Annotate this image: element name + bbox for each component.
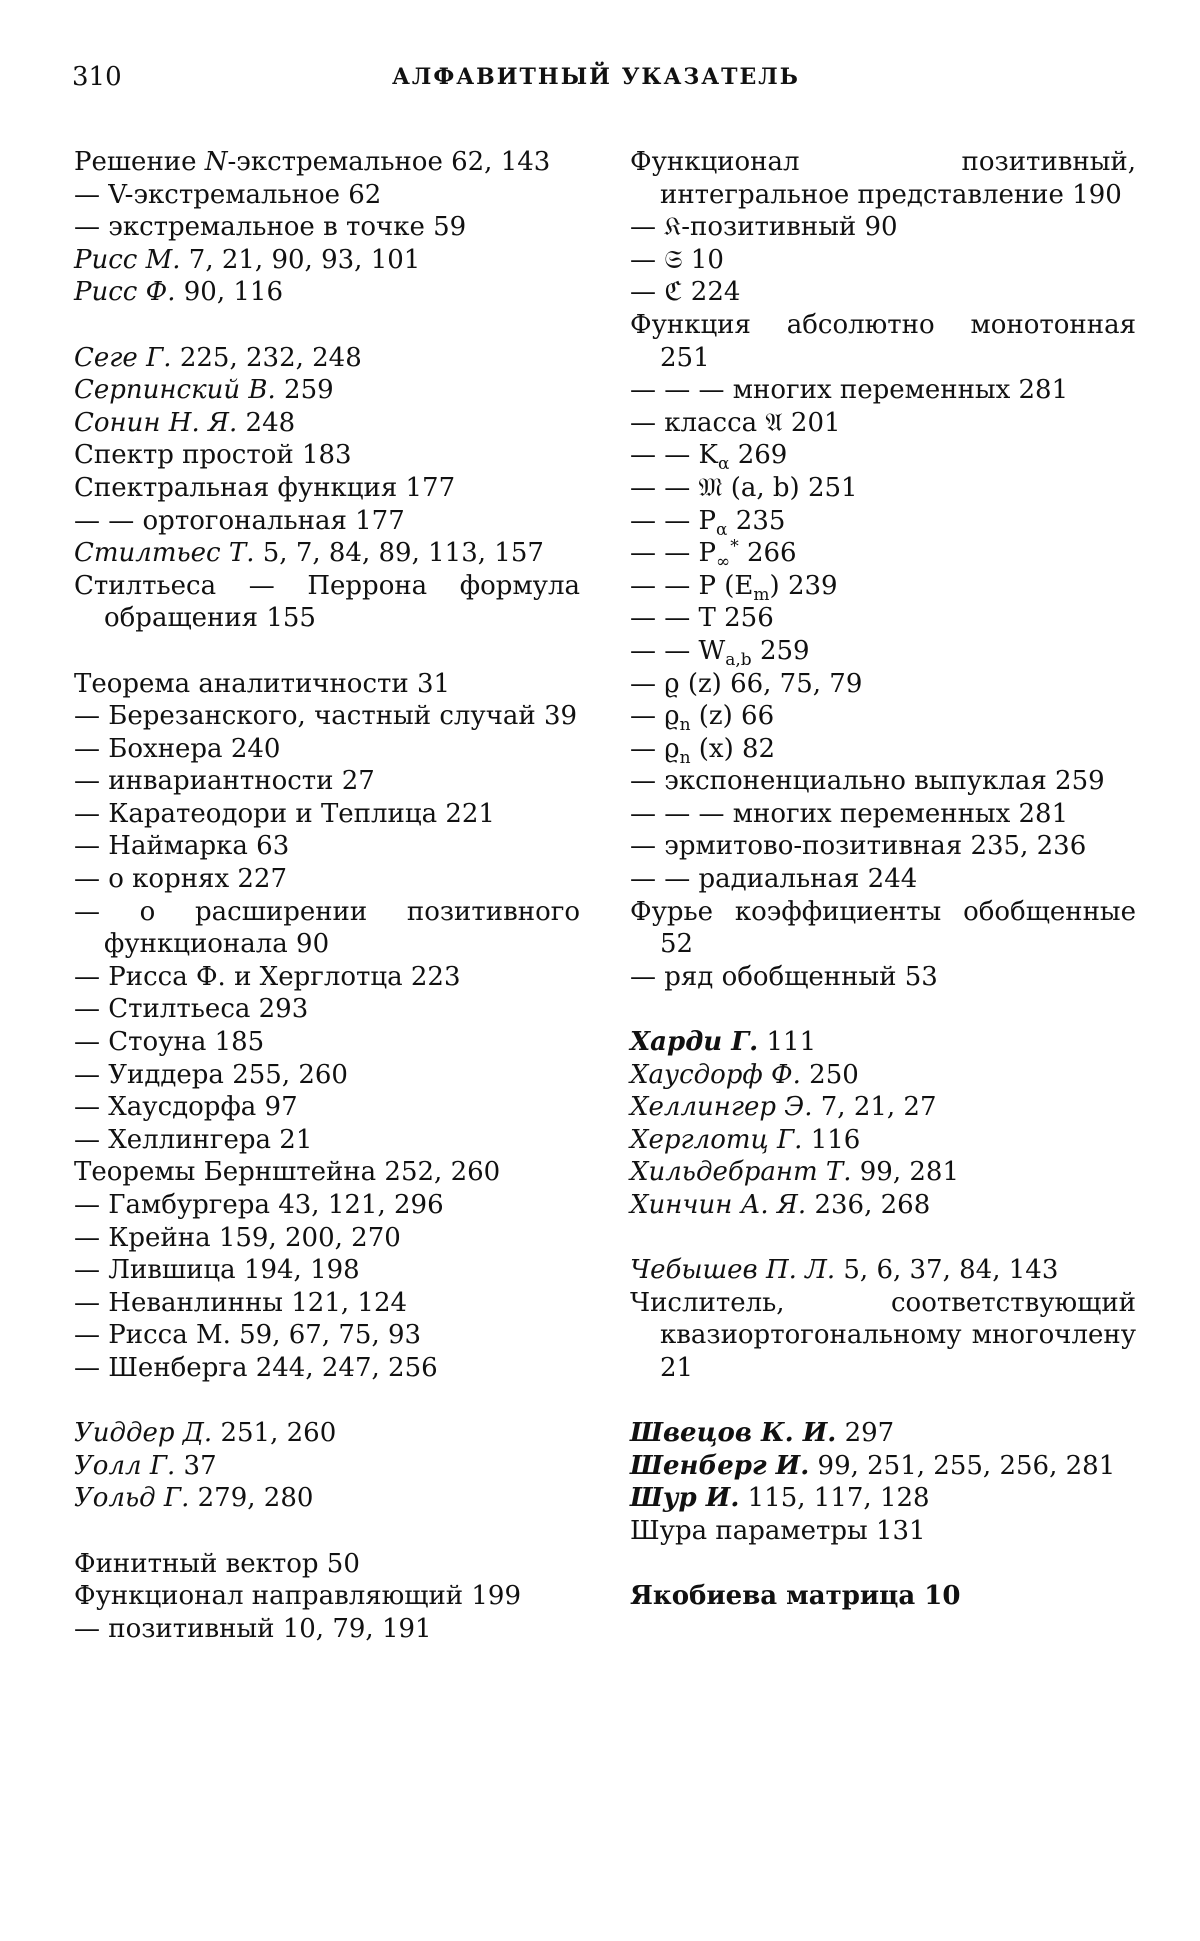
entry-name: Хильдебрант Т. [630,1157,852,1187]
index-entry [74,765,580,798]
index-entry [74,1059,580,1092]
index-entry [630,668,1136,701]
entry-name: Чебышев П. Л. [630,1255,835,1285]
entry-text: — Рисса Ф. и Херглотца 223 [74,962,461,992]
running-head: АЛФАВИТНЫЙ УКАЗАТЕЛЬ [392,64,800,90]
entry-text: — Стоуна 185 [74,1027,264,1057]
entry-text: 251, 260 [212,1418,336,1448]
entry-text: -экстремальное 62, 143 [228,147,551,177]
entry-text: Якобиева матрица 10 [630,1581,960,1611]
index-entry [630,798,1136,831]
entry-text: — — — многих переменных 281 [630,799,1068,829]
index-entry [630,700,1136,733]
entry-text: 269 [729,440,787,470]
entry-subscript: n [680,748,691,768]
entry-text: 5, 6, 37, 84, 143 [835,1255,1058,1285]
entry-text: — — ортогональная 177 [74,506,405,536]
entry-lead: — ϱ [630,734,680,764]
index-entry [74,244,580,277]
entry-text: — Лившица 194, 198 [74,1255,360,1285]
index-entry [74,1482,580,1515]
entry-name: Сонин Н. Я. [74,408,237,438]
entry-text: — Шенберга 244, 247, 256 [74,1353,438,1383]
entry-subscript: m [753,585,769,605]
section-gap [630,1548,1136,1581]
index-column-right [630,146,1136,1613]
entry-name: Рисс Ф. [74,277,175,307]
index-entry [74,1026,580,1059]
entry-text: Спектр простой 183 [74,440,352,470]
entry-text: Стилтьеса — Перрона формула обращения 155 [74,571,588,634]
section-gap [74,635,580,668]
entry-name: Уольд Г. [74,1483,189,1513]
index-entry [630,244,1136,277]
entry-text: 259 [276,375,334,405]
entry-text: — Крейна 159, 200, 270 [74,1223,401,1253]
index-entry [630,733,1136,766]
index-entry [630,635,1136,668]
entry-text: — Хеллингера 21 [74,1125,312,1155]
index-entry [630,1059,1136,1092]
index-entry [74,1254,580,1287]
index-entry [74,1189,580,1222]
index-entry [74,472,580,505]
index-entry [74,374,580,407]
entry-text: Шура параметры 131 [630,1516,926,1546]
index-entry [74,700,580,733]
index-entry [630,961,1136,994]
entry-name: Харди Г. [630,1027,758,1057]
entry-text: — позитивный 10, 79, 191 [74,1614,432,1644]
entry-text: 90, 116 [175,277,283,307]
entry-text: 99, 281 [852,1157,960,1187]
entry-text: — класса 𝔄 201 [630,408,841,438]
entry-text: — Стилтьеса 293 [74,994,308,1024]
entry-subscript: n [680,715,691,735]
index-entry [74,993,580,1026]
entry-text: Функционал направляющий 199 [74,1581,521,1611]
index-entry [74,1124,580,1157]
index-entry [630,765,1136,798]
index-column-left [74,146,580,1645]
index-entry [630,1189,1136,1222]
entry-text: Числитель, соответствующий квазиортогональному многочлену 21 [630,1288,1144,1383]
index-entry [74,961,580,994]
entry-lead: — — P (E [630,571,753,601]
index-entry [74,1450,580,1483]
entry-subscript: a,b [725,650,751,670]
entry-text: Финитный вектор 50 [74,1549,360,1579]
entry-name: Хаусдорф Ф. [630,1060,801,1090]
entry-text: 111 [758,1027,816,1057]
entry-subscript: α [716,520,727,540]
entry-text: — Неванлинны 121, 124 [74,1288,407,1318]
entry-text: — Рисса М. 59, 67, 75, 93 [74,1320,421,1350]
index-entry [74,537,580,570]
index-entry [630,1515,1136,1548]
entry-text: 235 [728,506,786,536]
entry-text: 7, 21, 27 [812,1092,936,1122]
entry-text: 116 [802,1125,860,1155]
index-entry [630,537,1136,570]
entry-text: — о расширении позитивного функционала 90 [74,897,588,960]
section-gap [74,1515,580,1548]
entry-lead: — — P [630,538,716,568]
index-entry [630,602,1136,635]
index-entry [630,570,1136,603]
entry-text: 297 [836,1418,894,1448]
entry-text: — Березанского, частный случай 39 [74,701,577,731]
index-entry [74,1580,580,1613]
index-entry [630,1580,1136,1613]
index-entry [74,1091,580,1124]
index-entry [74,1417,580,1450]
index-entry [630,146,1136,211]
entry-name: Швецов К. И. [630,1418,836,1448]
entry-text: — 𝔖 10 [630,245,724,275]
entry-text: 7, 21, 90, 93, 101 [181,245,421,275]
entry-text: 248 [237,408,295,438]
entry-text: — Каратеодори и Теплица 221 [74,799,495,829]
entry-text: — — 𝔐 (a, b) 251 [630,473,858,503]
entry-text: 5, 7, 84, 89, 113, 157 [254,538,543,568]
entry-name: Херглотц Г. [630,1125,802,1155]
entry-text: — Бохнера 240 [74,734,280,764]
entry-text: (z) 66 [691,701,775,731]
index-entry [630,472,1136,505]
index-entry [74,1222,580,1255]
entry-text: — инвариантности 27 [74,766,375,796]
entry-name: Хинчин А. Я. [630,1190,806,1220]
index-entry [74,1352,580,1385]
index-entry [630,309,1136,374]
entry-text: — Гамбургера 43, 121, 296 [74,1190,444,1220]
index-entry [74,1613,580,1646]
entry-lead: — — W [630,636,725,666]
entry-text: — ℭ 224 [630,277,740,307]
entry-text: — — T 256 [630,603,774,633]
index-entry [74,668,580,701]
entry-text: 279, 280 [189,1483,313,1513]
entry-text: — экспоненциально выпуклая 259 [630,766,1105,796]
section-gap [630,1385,1136,1418]
section-gap [630,1222,1136,1255]
index-entry [630,1254,1136,1287]
entry-lead: Решение [74,147,205,177]
entry-text: — экстремальное в точке 59 [74,212,466,242]
entry-lead: — ϱ [630,701,680,731]
entry-text: Функция абсолютно монотонная 251 [630,310,1144,373]
entry-text: — Наймарка 63 [74,831,289,861]
entry-text: 115, 117, 128 [739,1483,929,1513]
entry-name: Шур И. [630,1483,739,1513]
index-entry [630,211,1136,244]
entry-text: 259 [752,636,810,666]
entry-text: — Хаусдорфа 97 [74,1092,298,1122]
index-entry [630,1287,1136,1385]
index-entry [630,830,1136,863]
index-entry [630,374,1136,407]
entry-name: Шенберг И. [630,1451,809,1481]
index-entry [74,830,580,863]
index-page [0,0,1200,1941]
index-entry [630,1026,1136,1059]
index-entry [630,1156,1136,1189]
entry-text: Фурье коэффициенты обобщенные 52 [630,897,1144,960]
index-entry [630,1417,1136,1450]
entry-text: ) 239 [770,571,838,601]
entry-text: — эрмитово-позитивная 235, 236 [630,831,1086,861]
index-entry [74,342,580,375]
index-entry [74,276,580,309]
entry-text: Теорема аналитичности 31 [74,669,450,699]
entry-subscript: ∞ [716,552,730,572]
index-entry [74,407,580,440]
entry-text: 236, 268 [806,1190,930,1220]
entry-text: — — — многих переменных 281 [630,375,1068,405]
entry-text: — — радиальная 244 [630,864,917,894]
entry-text: — ряд обобщенный 53 [630,962,938,992]
index-entry [74,1156,580,1189]
index-entry [74,211,580,244]
entry-name: Рисс М. [74,245,181,275]
entry-name: Хеллингер Э. [630,1092,812,1122]
index-entry [630,1091,1136,1124]
index-entry [630,1450,1136,1483]
section-gap [74,1385,580,1418]
entry-text: Функционал позитивный, интегральное представление 190 [630,147,1144,210]
entry-lead: — — K [630,440,718,470]
entry-text: — 𝔎-позитивный 90 [630,212,898,242]
entry-name: Серпинский В. [74,375,276,405]
entry-name: Сеге Г. [74,343,172,373]
index-entry [74,439,580,472]
entry-name: Стилтьес Т. [74,538,254,568]
index-entry [74,1548,580,1581]
index-entry [74,179,580,212]
index-entry [630,1482,1136,1515]
entry-text: Спектральная функция 177 [74,473,455,503]
index-entry [74,1319,580,1352]
entry-text: 250 [801,1060,859,1090]
index-entry [74,570,580,635]
entry-name: Уолл Г. [74,1451,175,1481]
entry-name: N [205,147,228,177]
index-entry [74,863,580,896]
index-entry [630,276,1136,309]
index-entry [630,505,1136,538]
index-entry [74,733,580,766]
entry-text: (x) 82 [691,734,776,764]
entry-text: — Уиддера 255, 260 [74,1060,348,1090]
index-entry [630,439,1136,472]
index-entry [74,1287,580,1320]
index-entry [74,146,580,179]
entry-text: Теоремы Бернштейна 252, 260 [74,1157,500,1187]
entry-text: 37 [175,1451,216,1481]
section-gap [630,993,1136,1026]
section-gap [74,309,580,342]
index-entry [74,798,580,831]
index-entry [74,505,580,538]
page-number: 310 [72,62,122,92]
entry-superscript: * [730,536,739,556]
index-entry [630,896,1136,961]
entry-text: 225, 232, 248 [172,343,362,373]
entry-lead: — — P [630,506,716,536]
entry-text: — V-экстремальное 62 [74,180,381,210]
entry-text: 99, 251, 255, 256, 281 [809,1451,1115,1481]
page-header [72,62,1132,102]
entry-name: Уиддер Д. [74,1418,212,1448]
entry-text: 266 [739,538,797,568]
index-entry [630,863,1136,896]
index-entry [74,896,580,961]
index-entry [630,1124,1136,1157]
index-entry [630,407,1136,440]
entry-text: — о корнях 227 [74,864,287,894]
entry-text: — ϱ (z) 66, 75, 79 [630,669,862,699]
entry-subscript: α [718,455,729,475]
